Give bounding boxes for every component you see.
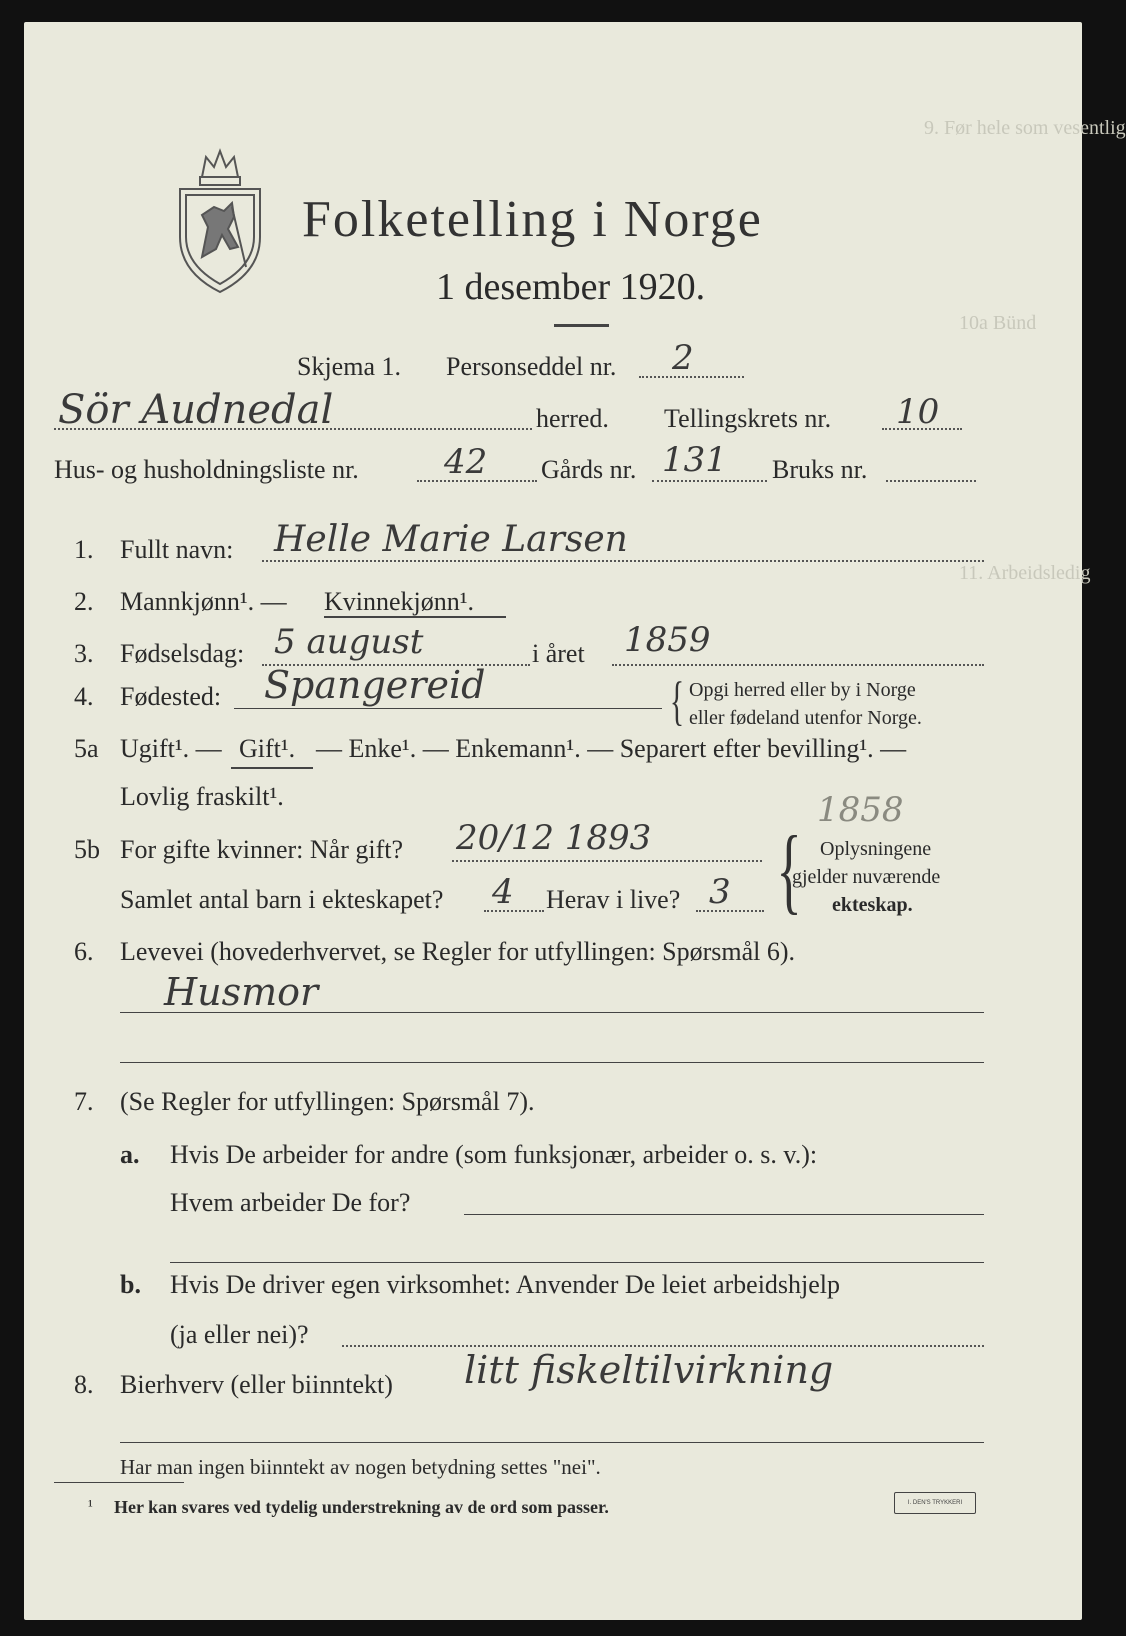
- census-date: 1 desember 1920.: [436, 266, 706, 308]
- q8-label: Bierhverv (eller biinntekt): [120, 1370, 393, 1399]
- q3-year-line: [612, 664, 984, 666]
- q6-label: Levevei (hovederhvervet, se Regler for utfyllingen: Spørsmål 6).: [120, 937, 796, 966]
- q7-number: 7.: [74, 1087, 94, 1116]
- q5b-note-line2: gjelder nuværende: [792, 866, 941, 888]
- q7b-letter: b.: [120, 1270, 141, 1299]
- sex-female-option[interactable]: Kvinnekjønn¹.: [324, 587, 475, 616]
- q3-label: Fødselsdag:: [120, 639, 245, 668]
- birth-year-value[interactable]: 1859: [624, 620, 711, 660]
- q1-label: Fullt navn:: [120, 535, 234, 564]
- q4-label: Fødested:: [120, 682, 222, 711]
- civil-status-other-options[interactable]: — Enke¹. — Enkemann¹. — Separert efter bevilling¹. —: [316, 734, 907, 763]
- civil-status-unmarried-option[interactable]: Ugift¹. —: [120, 734, 222, 763]
- q5b-brace: {: [776, 816, 802, 923]
- q3-year-label: i året: [532, 639, 585, 668]
- no-income-note: Har man ingen biinntekt av nogen betydning settes "nei".: [120, 1455, 601, 1479]
- civil-status-married-underline: [231, 767, 313, 769]
- printer-stamp: [894, 1492, 976, 1514]
- sex-male-option[interactable]: Mannkjønn¹. —: [120, 587, 287, 616]
- q8-line: [120, 1442, 984, 1443]
- marriage-date-value[interactable]: 20/12 1893: [456, 818, 652, 858]
- employer-field[interactable]: [464, 1214, 984, 1215]
- q5a-number: 5a: [74, 734, 99, 763]
- bruks-line: [886, 480, 976, 482]
- title-divider: [554, 324, 609, 327]
- gards-value[interactable]: 131: [662, 440, 727, 480]
- q5b-note-line3: ekteskap.: [832, 894, 913, 916]
- bleed-through-text: 11. Arbeidsledig: [959, 562, 1091, 584]
- birth-day-value[interactable]: 5 august: [274, 622, 424, 662]
- q4-line: [234, 708, 662, 709]
- q7a-line2: Hvem arbeider De for?: [170, 1188, 411, 1217]
- q5b-note-line1: Oplysningene: [820, 838, 932, 860]
- q7b-line2: (ja eller nei)?: [170, 1320, 309, 1349]
- bleed-through-text: 9. Før hele som vesentlig: [924, 117, 1126, 139]
- q6-number: 6.: [74, 937, 94, 966]
- herred-label: herred.: [536, 404, 609, 433]
- q6-line2: [120, 1062, 984, 1063]
- q4-note-line2: eller fødeland utenfor Norge.: [689, 707, 922, 729]
- tellingskrets-value[interactable]: 10: [896, 392, 940, 432]
- q8-number: 8.: [74, 1370, 94, 1399]
- q2-number: 2.: [74, 587, 94, 616]
- q1-number: 1.: [74, 535, 94, 564]
- hired-help-field[interactable]: [342, 1345, 984, 1347]
- q4-number: 4.: [74, 682, 94, 711]
- schema-label: Skjema 1.: [297, 352, 401, 381]
- children-alive-value[interactable]: 3: [709, 872, 731, 912]
- form-title: Folketelling i Norge: [302, 191, 763, 248]
- q7a-line1: Hvis De arbeider for andre (som funksjonær, arbeider o. s. v.):: [170, 1140, 818, 1169]
- q4-note-line1: Opgi herred eller by i Norge: [689, 679, 916, 701]
- q6-line1: [120, 1012, 984, 1013]
- husliste-label: Hus- og husholdningsliste nr.: [54, 455, 359, 484]
- q7a-extra-line: [170, 1262, 984, 1263]
- margin-note: 1858: [817, 790, 904, 830]
- gards-line: [652, 480, 767, 482]
- occupation-value[interactable]: Husmor: [164, 970, 319, 1014]
- printer-stamp-text: I. DEN'S TRYKKERI: [907, 1500, 963, 1506]
- norway-coat-of-arms-icon: [172, 137, 268, 297]
- herred-value[interactable]: Sör Audnedal: [58, 387, 334, 433]
- q7-label: (Se Regler for utfyllingen: Spørsmål 7).: [120, 1087, 535, 1116]
- gards-label: Gårds nr.: [541, 455, 637, 484]
- q5b-date-line: [452, 860, 762, 862]
- children-count-value[interactable]: 4: [492, 872, 514, 912]
- q1-line: [262, 560, 984, 562]
- personseddel-label: Personseddel nr.: [446, 352, 617, 381]
- full-name-value[interactable]: Helle Marie Larsen: [274, 519, 628, 560]
- q4-brace: {: [669, 671, 685, 731]
- sex-female-underline: [324, 616, 506, 618]
- q7a-letter: a.: [120, 1140, 140, 1169]
- q7b-line1: Hvis De driver egen virksomhet: Anvender De leiet arbeidshjelp: [170, 1270, 841, 1299]
- husliste-value[interactable]: 42: [444, 442, 488, 482]
- personseddel-value[interactable]: 2: [672, 338, 694, 378]
- tellingskrets-label: Tellingskrets nr.: [664, 404, 832, 433]
- side-income-value[interactable]: litt fiskeltilvirkning: [464, 1348, 834, 1392]
- footnote-divider: [54, 1482, 184, 1483]
- q5b-number: 5b: [74, 835, 100, 864]
- footnote-mark: ¹: [88, 1498, 93, 1515]
- q3-number: 3.: [74, 639, 94, 668]
- bleed-through-text: 10a Bünd: [959, 312, 1037, 334]
- footnote-text: Her kan svares ved tydelig understrekning av de ord som passer.: [114, 1497, 609, 1517]
- civil-status-divorced-option[interactable]: Lovlig fraskilt¹.: [120, 782, 284, 811]
- bruks-label: Bruks nr.: [772, 455, 868, 484]
- q5b-label: For gifte kvinner: Når gift?: [120, 835, 404, 864]
- q5b-children-label: Samlet antal barn i ekteskapet?: [120, 885, 444, 914]
- birthplace-value[interactable]: Spangereid: [264, 663, 486, 707]
- civil-status-married-option[interactable]: Gift¹.: [239, 734, 296, 763]
- census-form-page: [24, 22, 1126, 1620]
- q5b-alive-label: Herav i live?: [546, 885, 681, 914]
